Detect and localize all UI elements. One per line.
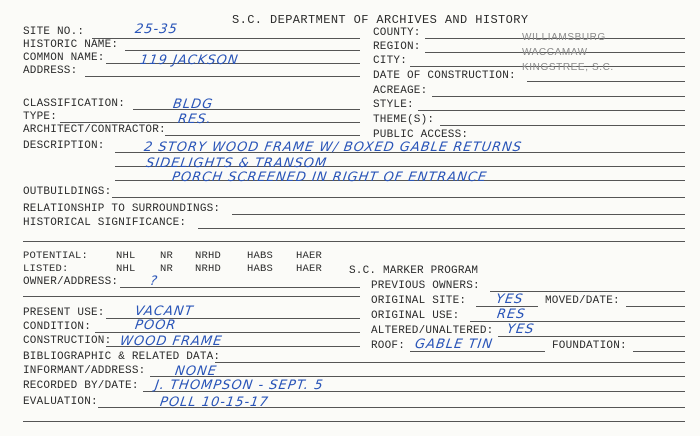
line-moved-date [626, 306, 685, 307]
label-date-construction: DATE OF CONSTRUCTION: [373, 70, 516, 82]
line-significance [198, 228, 685, 229]
label-condition: CONDITION: [23, 321, 92, 333]
hw-description-1: 2 STORY WOOD FRAME W/ BOXED GABLE RETURNS [142, 140, 524, 155]
potential-habs: HABS [247, 250, 274, 262]
label-theme: THEME(S): [373, 114, 435, 126]
hw-type: RES. [176, 112, 213, 127]
label-outbuildings: OUTBUILDINGS: [23, 186, 112, 198]
line-foundation [633, 351, 685, 352]
hw-common-name: 119 JACKSON [138, 53, 240, 68]
label-moved-date: MOVED/DATE: [545, 295, 620, 307]
label-recorded-by: RECORDED BY/DATE: [23, 380, 139, 392]
label-city: CITY: [373, 55, 408, 67]
line-date-construction [527, 81, 685, 82]
line-bibliographic [215, 362, 685, 363]
line-relationship [232, 214, 685, 215]
hw-present-use: VACANT [133, 304, 195, 319]
hw-original-site: YES [494, 292, 525, 307]
line-architect [165, 135, 360, 136]
line-owner-2 [23, 296, 360, 297]
label-potential: POTENTIAL: [23, 250, 89, 262]
listed-nhl: NHL [116, 263, 136, 275]
line-site-no [92, 38, 360, 39]
label-site-no: SITE NO.: [23, 26, 85, 38]
label-foundation: FOUNDATION: [552, 340, 627, 352]
hw-description-3: PORCH SCREENED IN RIGHT OF ENTRANCE [170, 170, 489, 185]
label-original-site: ORIGINAL SITE: [371, 295, 467, 307]
line-theme [440, 125, 685, 126]
label-county: COUNTY: [373, 27, 421, 39]
label-altered: ALTERED/UNALTERED: [371, 325, 494, 337]
hw-evaluation: POLL 10-15-17 [158, 395, 270, 410]
label-region: REGION: [373, 41, 421, 53]
listed-haer: HAER [296, 263, 323, 275]
line-address [85, 76, 360, 77]
line-style [418, 110, 685, 111]
label-architect: ARCHITECT/CONTRACTOR: [23, 124, 166, 136]
label-roof: ROOF: [371, 340, 406, 352]
label-original-use: ORIGINAL USE: [371, 310, 460, 322]
label-informant: INFORMANT/ADDRESS: [23, 365, 146, 377]
hw-classification: BLDG [171, 97, 215, 112]
label-present-use: PRESENT USE: [23, 307, 105, 319]
label-address: ADDRESS: [23, 65, 78, 77]
hw-original-use: RES [495, 307, 527, 322]
label-common-name: COMMON NAME: [23, 52, 105, 64]
hw-recorded-by: J. THOMPSON - SEPT. 5 [153, 378, 325, 393]
line-evaluation-2 [23, 421, 685, 422]
label-owner: OWNER/ADDRESS: [23, 276, 119, 288]
label-listed: LISTED: [23, 263, 69, 275]
label-marker-program: S.C. MARKER PROGRAM [349, 265, 479, 277]
line-informant [150, 376, 685, 377]
label-classification: CLASSIFICATION: [23, 98, 126, 110]
potential-nr: NR [160, 250, 174, 262]
stamp-county: WILLIAMSBURG [522, 32, 606, 43]
hw-condition: POOR [133, 318, 178, 333]
label-style: STYLE: [373, 99, 414, 111]
line-classification [133, 109, 360, 110]
label-previous-owners: PREVIOUS OWNERS: [371, 280, 480, 292]
label-relationship: RELATIONSHIP TO SURROUNDINGS: [23, 203, 221, 215]
hw-roof: GABLE TIN [413, 337, 495, 352]
label-public-access: PUBLIC ACCESS: [373, 129, 469, 141]
stamp-region: WACCAMAW [522, 47, 588, 58]
label-significance: HISTORICAL SIGNIFICANCE: [23, 217, 187, 229]
label-type: TYPE: [23, 111, 58, 123]
hw-site-no: 25-35 [133, 22, 179, 37]
potential-nrhd: NRHD [195, 250, 222, 262]
hw-owner: ? [148, 274, 159, 289]
line-historic-name [125, 50, 360, 51]
listed-habs: HABS [247, 263, 274, 275]
label-acreage: ACREAGE: [373, 85, 428, 97]
hw-informant: NONE [173, 364, 218, 379]
hw-altered: YES [505, 322, 536, 337]
stamp-city: KINGSTREE, S.C. [522, 62, 614, 73]
label-historic-name: HISTORIC NAME: [23, 39, 119, 51]
hw-construction: WOOD FRAME [118, 334, 224, 349]
card-title: S.C. DEPARTMENT OF ARCHIVES AND HISTORY [232, 13, 529, 27]
listed-nr: NR [160, 263, 174, 275]
label-construction: CONSTRUCTION: [23, 335, 112, 347]
label-bibliographic: BIBLIOGRAPHIC & RELATED DATA: [23, 351, 221, 363]
potential-haer: HAER [296, 250, 323, 262]
line-outbuildings [112, 197, 685, 198]
potential-nhl: NHL [116, 250, 136, 262]
label-description: DESCRIPTION: [23, 140, 105, 152]
line-acreage [432, 96, 685, 97]
line-significance-2 [23, 241, 685, 242]
label-evaluation: EVALUATION: [23, 396, 98, 408]
hw-description-2: SIDELIGHTS & TRANSOM [144, 156, 329, 171]
listed-nrhd: NRHD [195, 263, 222, 275]
